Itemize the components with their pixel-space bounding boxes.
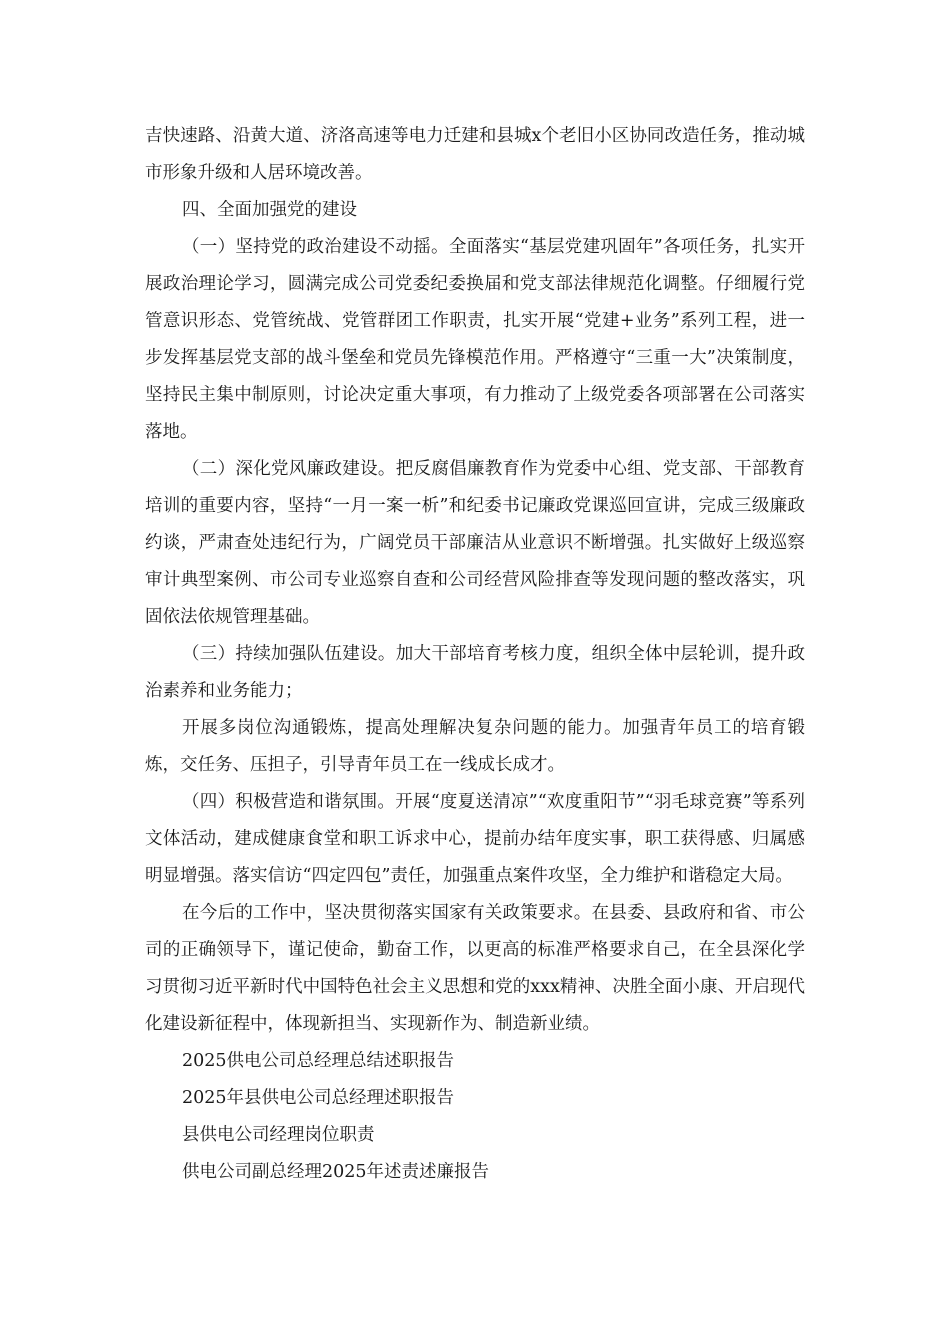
- related-link[interactable]: 县供电公司经理岗位职责: [182, 1125, 375, 1145]
- body-paragraph-integrity-building: （二）深化党风廉政建设。把反腐倡廉教育作为党委中心组、党支部、干部教育培训的重要内容，坚持“一月一案一析”和纪委书记廉政党课巡回宣讲，完成三级廉政约谈，严肃查处违纪行为，广阔党员干部廉洁从业意识不断增强。扎实做好上级巡察审计典型案例、市公司专业巡察自查和公司经营风险排查等发现问题的整改落实，巩固依法依规管理基础。: [145, 459, 805, 627]
- related-link[interactable]: 2025供电公司总经理总结述职报告: [182, 1051, 455, 1071]
- body-paragraph-future-work: 在今后的工作中，坚决贯彻落实国家有关政策要求。在县委、县政府和省、市公司的正确领导下，谨记使命，勤奋工作，以更高的标准严格要求自己，在全县深化学习贯彻习近平新时代中国特色社会主义思想和党的xxx精神、决胜全面小康、开启现代化建设新征程中，体现新担当、实现新作为、制造新业绩。: [145, 903, 805, 1034]
- body-paragraph-political-building: （一）坚持党的政治建设不动摇。全面落实“基层党建巩固年”各项任务，扎实开展政治理论学习，圆满完成公司党委纪委换届和党支部法律规范化调整。仔细履行党管意识形态、党管统战、党管群团工作职责，扎实开展“党建+业务”系列工程，进一步发挥基层党支部的战斗堡垒和党员先锋模范作用。严格遵守“三重一大”决策制度，坚持民主集中制原则，讨论决定重大事项，有力推动了上级党委各项部署在公司落实落地。: [145, 237, 805, 442]
- related-links-list: [145, 1043, 805, 1191]
- body-paragraph-continued: 吉快速路、沿黄大道、济洛高速等电力迁建和县城x个老旧小区协同改造任务，推动城市形象升级和人居环境改善。: [145, 126, 805, 183]
- related-link[interactable]: 2025年县供电公司总经理述职报告: [182, 1088, 455, 1108]
- document-page: [145, 118, 805, 1191]
- body-paragraph-harmony: （四）积极营造和谐氛围。开展“度夏送清凉”“欢度重阳节”“羽毛球竞赛”等系列文体活动，建成健康食堂和职工诉求中心，提前办结年度实事，职工获得感、归属感明显增强。落实信访“四定四包”责任，加强重点案件攻坚，全力维护和谐稳定大局。: [145, 792, 805, 886]
- body-paragraph-team-building: （三）持续加强队伍建设。加大干部培育考核力度，组织全体中层轮训，提升政治素养和业务能力；: [145, 644, 805, 701]
- body-paragraph-team-building-cont: 开展多岗位沟通锻炼，提高处理解决复杂问题的能力。加强青年员工的培育锻炼，交任务、压担子，引导青年员工在一线成长成才。: [145, 718, 805, 775]
- related-link[interactable]: 供电公司副总经理2025年述责述廉报告: [182, 1162, 490, 1182]
- section-heading-party-building: 四、全面加强党的建设: [182, 200, 357, 220]
